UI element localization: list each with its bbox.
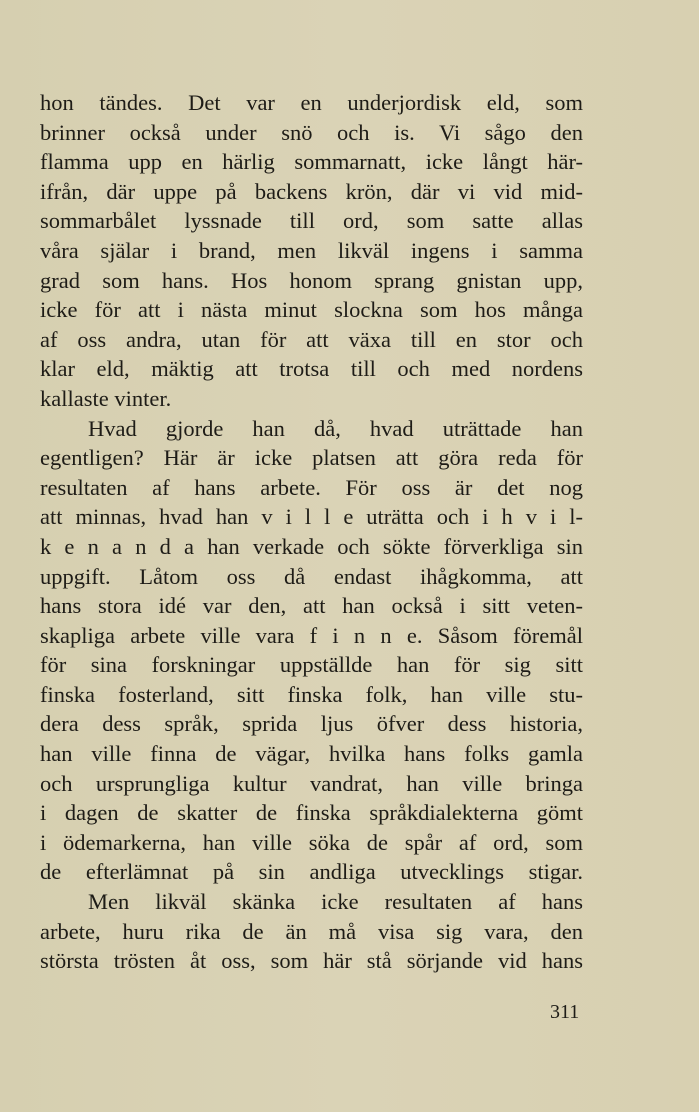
paragraph-start-line: Hvad gjorde han då, hvad uträttade han [88,415,583,441]
page-number: 311 [550,1001,580,1023]
text-line: hon tändes. Det var en underjordisk eld, som [40,90,583,115]
text-line: finska fosterland, sitt finska folk, han ville stu- [40,681,583,707]
text-line: brinner också under snö och is. Vi sågo den [40,119,583,145]
text-line: klar eld, mäktig att trotsa till och med nordens [40,356,583,382]
text-line: grad som hans. Hos honom sprang gnistan upp, [40,267,583,293]
paragraph-start-line: Men likväl skänka icke resultaten af hans [88,889,583,915]
body-text [40,88,583,976]
text-line: af oss andra, utan för att växa till en stor och [40,326,583,352]
text-line: resultaten af hans arbete. För oss är det nog [40,474,583,500]
text-line: flamma upp en härlig sommarnatt, icke långt här- [40,149,583,175]
text-line: han ville finna de vägar, hvilka hans folks gamla [40,741,583,767]
text-line: våra själar i brand, men likväl ingens i samma [40,237,583,263]
text-line: arbete, huru rika de än må visa sig vara, den [40,918,583,944]
text-line: egentligen? Här är icke platsen att göra reda för [40,445,583,471]
text-line: icke för att i nästa minut slockna som hos många [40,297,583,323]
text-line: i dagen de skatter de finska språkdialekterna gömt [40,800,583,826]
text-line: uppgift. Låtom oss då endast ihågkomma, att [40,563,583,589]
text-line: i ödemarkerna, han ville söka de spår af ord, som [40,829,583,855]
text-line: ifrån, där uppe på backens krön, där vi vid mid- [40,178,583,204]
text-line: skapliga arbete ville vara f i n n e. Såsom föremål [40,622,583,648]
text-line: och ursprungliga kultur vandrat, han ville bringa [40,770,583,796]
text-line: hans stora idé var den, att han också i sitt veten- [40,593,583,619]
text-line: största trösten åt oss, som här stå sörjande vid hans [40,948,583,974]
text-line: de efterlämnat på sin andliga utvecklings stigar. [40,859,583,885]
text-line: dera dess språk, sprida ljus öfver dess historia, [40,711,583,737]
text-line: kallaste vinter. [40,385,172,411]
text-line: att minnas, hvad han v i l l e uträtta och i h v i l- [40,504,583,530]
text-line: för sina forskningar uppställde han för sig sitt [40,652,583,678]
text-line: sommarbålet lyssnade till ord, som satte allas [40,208,583,234]
text-line: k e n a n d a han verkade och sökte förverkliga sin [40,533,583,559]
